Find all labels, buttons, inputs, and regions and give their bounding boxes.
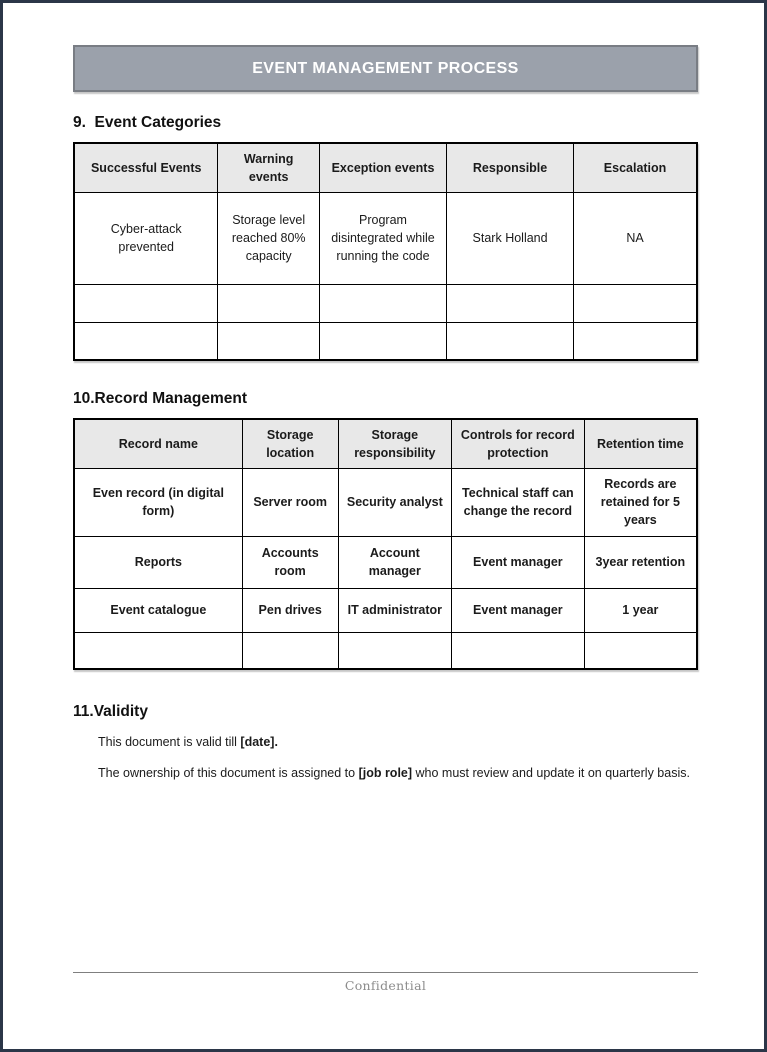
table-row [74, 322, 697, 360]
table-cell: 3year retention [584, 536, 697, 588]
table-cell: 1 year [584, 588, 697, 632]
table-cell [242, 632, 338, 669]
table-cell: Cyber-attack prevented [74, 192, 218, 284]
table-cell: Security analyst [338, 468, 451, 536]
table-cell [74, 284, 218, 322]
table-cell [74, 322, 218, 360]
record-management-table [73, 418, 698, 670]
column-header: Escalation [574, 143, 697, 192]
table-row [74, 536, 697, 588]
placeholder-token: [job role] [358, 766, 413, 781]
table-cell [452, 632, 585, 669]
table-cell: Even record (in digital form) [74, 468, 242, 536]
table-cell: Account manager [338, 536, 451, 588]
page-content [73, 45, 698, 784]
table-cell [447, 284, 574, 322]
table-cell: Program disintegrated while running the code [319, 192, 446, 284]
text-run: who must review and update it on quarterly basis. [412, 766, 690, 781]
placeholder-token: [date]. [240, 735, 278, 749]
table-cell [319, 322, 446, 360]
text-run: The ownership of this document is assigned to [98, 766, 359, 781]
table-header-row [74, 143, 697, 192]
table-header-row [74, 419, 697, 468]
table-cell: Stark Holland [447, 192, 574, 284]
table-row [74, 192, 697, 284]
table-cell [319, 284, 446, 322]
document-title: EVENT MANAGEMENT PROCESS [252, 59, 519, 77]
column-header: Controls for record protection [452, 419, 585, 468]
column-header: Warning events [218, 143, 320, 192]
table-cell [338, 632, 451, 669]
table-cell: Technical staff can change the record [452, 468, 585, 536]
column-header: Record name [74, 419, 242, 468]
section-heading-record-management: 10.Record Management [73, 390, 247, 407]
table-cell: Pen drives [242, 588, 338, 632]
table-cell: Event catalogue [74, 588, 242, 632]
event-categories-table [73, 142, 698, 361]
table-cell: Reports [74, 536, 242, 588]
column-header: Retention time [584, 419, 697, 468]
table-cell: Server room [242, 468, 338, 536]
section-heading-event-categories: 9. Event Categories [73, 114, 222, 131]
table-cell [218, 322, 320, 360]
table-cell: Accounts room [242, 536, 338, 588]
footer-confidential-label: Confidential [344, 978, 427, 993]
table-cell: IT administrator [338, 588, 451, 632]
column-header: Responsible [447, 143, 574, 192]
table-row [74, 284, 697, 322]
table-row [74, 588, 697, 632]
validity-paragraph-1 [98, 733, 694, 752]
table-cell [584, 632, 697, 669]
table-cell: Event manager [452, 588, 585, 632]
column-header: Storage location [242, 419, 338, 468]
table-row [74, 632, 697, 669]
table-cell [74, 632, 242, 669]
table-cell [218, 284, 320, 322]
table-cell [574, 322, 697, 360]
table-cell: Records are retained for 5 years [584, 468, 697, 536]
table-cell: NA [574, 192, 697, 284]
section-heading-validity: 11.Validity [73, 703, 148, 720]
title-banner [73, 45, 698, 92]
table-row [74, 468, 697, 536]
column-header: Exception events [319, 143, 446, 192]
table-cell: Storage level reached 80% capacity [218, 192, 320, 284]
page-footer [73, 972, 698, 995]
validity-paragraph-2 [98, 764, 694, 783]
text-run: This document is valid till [98, 735, 241, 749]
column-header: Storage responsibility [338, 419, 451, 468]
column-header: Successful Events [74, 143, 218, 192]
table-cell [447, 322, 574, 360]
table-cell: Event manager [452, 536, 585, 588]
table-cell [574, 284, 697, 322]
